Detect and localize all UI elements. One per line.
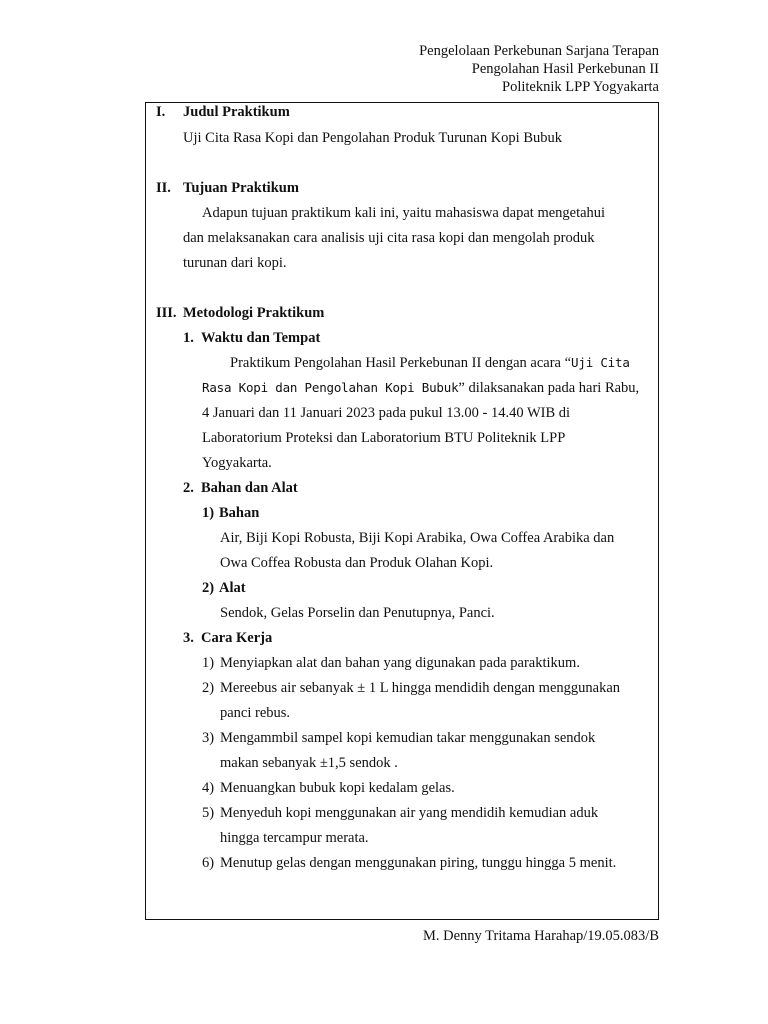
- step-text: Menutup gelas dengan menggunakan piring, tunggu hingga 5 menit.: [220, 855, 617, 871]
- header-program: Pengelolaan Perkebunan Sarjana Terapan: [419, 43, 659, 59]
- step-number: 4): [202, 780, 215, 796]
- item-title: Alat: [219, 580, 246, 596]
- step-text: panci rebus.: [220, 705, 291, 721]
- waktu-text: Praktikum Pengolahan Hasil Perkebunan II dengan acara “: [230, 355, 572, 371]
- judul-text: Uji Cita Rasa Kopi dan Pengolahan Produk Turunan Kopi Bubuk: [183, 130, 563, 146]
- header-course: Pengolahan Hasil Perkebunan II: [471, 61, 659, 77]
- section-number: I.: [156, 104, 166, 120]
- step-text: Mengammbil sampel kopi kemudian takar menggunakan sendok: [220, 730, 596, 746]
- step-number: 1): [202, 655, 215, 671]
- waktu-line-3: 4 Januari dan 11 Januari 2023 pada pukul 13.00 - 14.40 WIB di: [202, 405, 571, 421]
- waktu-line-2: [202, 380, 639, 397]
- tujuan-line: turunan dari kopi.: [183, 255, 287, 271]
- event-title: Uji Cita: [571, 355, 630, 370]
- section-title: Tujuan Praktikum: [183, 180, 299, 196]
- step-number: 3): [202, 730, 215, 746]
- section-number: II.: [156, 180, 171, 196]
- page-header: [419, 42, 659, 96]
- step-text: makan sebanyak ±1,5 sendok .: [220, 755, 398, 771]
- subsection-number: 2.: [183, 480, 194, 496]
- step-text: Menyiapkan alat dan bahan yang digunakan pada paraktikum.: [220, 655, 580, 671]
- subsection-number: 1.: [183, 330, 194, 346]
- step-number: 5): [202, 805, 215, 821]
- step-text: hingga tercampur merata.: [220, 830, 369, 846]
- step-item: [146, 805, 658, 850]
- subsection-heading-bahan-alat: [146, 480, 658, 500]
- step-item: [146, 780, 658, 800]
- subsection-title: Bahan dan Alat: [201, 480, 298, 496]
- section-title: Metodologi Praktikum: [183, 305, 325, 321]
- section-title: Judul Praktikum: [183, 104, 290, 120]
- step-item: [146, 855, 658, 875]
- bahan-line: Owa Coffea Robusta dan Produk Olahan Kopi.: [220, 555, 494, 571]
- section-number: III.: [156, 305, 177, 321]
- event-title: Rasa Kopi dan Pengolahan Kopi Bubuk: [202, 380, 459, 395]
- item-heading-bahan: [146, 505, 658, 525]
- item-number: 2): [202, 580, 215, 596]
- waktu-line-5: Yogyakarta.: [202, 455, 272, 471]
- item-title: Bahan: [219, 505, 260, 521]
- subsection-heading-cara-kerja: [146, 630, 658, 650]
- step-number: 2): [202, 680, 215, 696]
- step-number: 6): [202, 855, 215, 871]
- item-heading-alat: [146, 580, 658, 600]
- step-text: Menuangkan bubuk kopi kedalam gelas.: [220, 780, 455, 796]
- item-number: 1): [202, 505, 215, 521]
- waktu-text: ” dilaksanakan pada hari Rabu,: [458, 380, 640, 396]
- step-text: Menyeduh kopi menggunakan air yang mendidih kemudian aduk: [220, 805, 599, 821]
- step-item: [146, 730, 658, 775]
- tujuan-line: Adapun tujuan praktikum kali ini, yaitu mahasiswa dapat mengetahui: [202, 205, 606, 221]
- subsection-number: 3.: [183, 630, 194, 646]
- waktu-line-1: [230, 355, 630, 372]
- bahan-line: Air, Biji Kopi Robusta, Biji Kopi Arabika, Owa Coffea Arabika dan: [220, 530, 615, 546]
- step-item: [146, 680, 658, 725]
- step-item: [146, 655, 658, 675]
- header-institution: Politeknik LPP Yogyakarta: [502, 79, 659, 95]
- subsection-title: Waktu dan Tempat: [201, 330, 321, 346]
- author-signature: M. Denny Tritama Harahap/19.05.083/B: [422, 928, 659, 944]
- subsection-title: Cara Kerja: [201, 630, 273, 646]
- subsection-heading-waktu: [146, 330, 658, 350]
- alat-text: Sendok, Gelas Porselin dan Penutupnya, Panci.: [220, 605, 495, 621]
- waktu-line-4: Laboratorium Proteksi dan Laboratorium BTU Politeknik LPP: [202, 430, 566, 446]
- content-box: [145, 102, 659, 920]
- step-text: Mereebus air sebanyak ± 1 L hingga mendidih dengan menggunakan: [220, 680, 621, 696]
- tujuan-line: dan melaksanakan cara analisis uji cita rasa kopi dan mengolah produk: [183, 230, 595, 246]
